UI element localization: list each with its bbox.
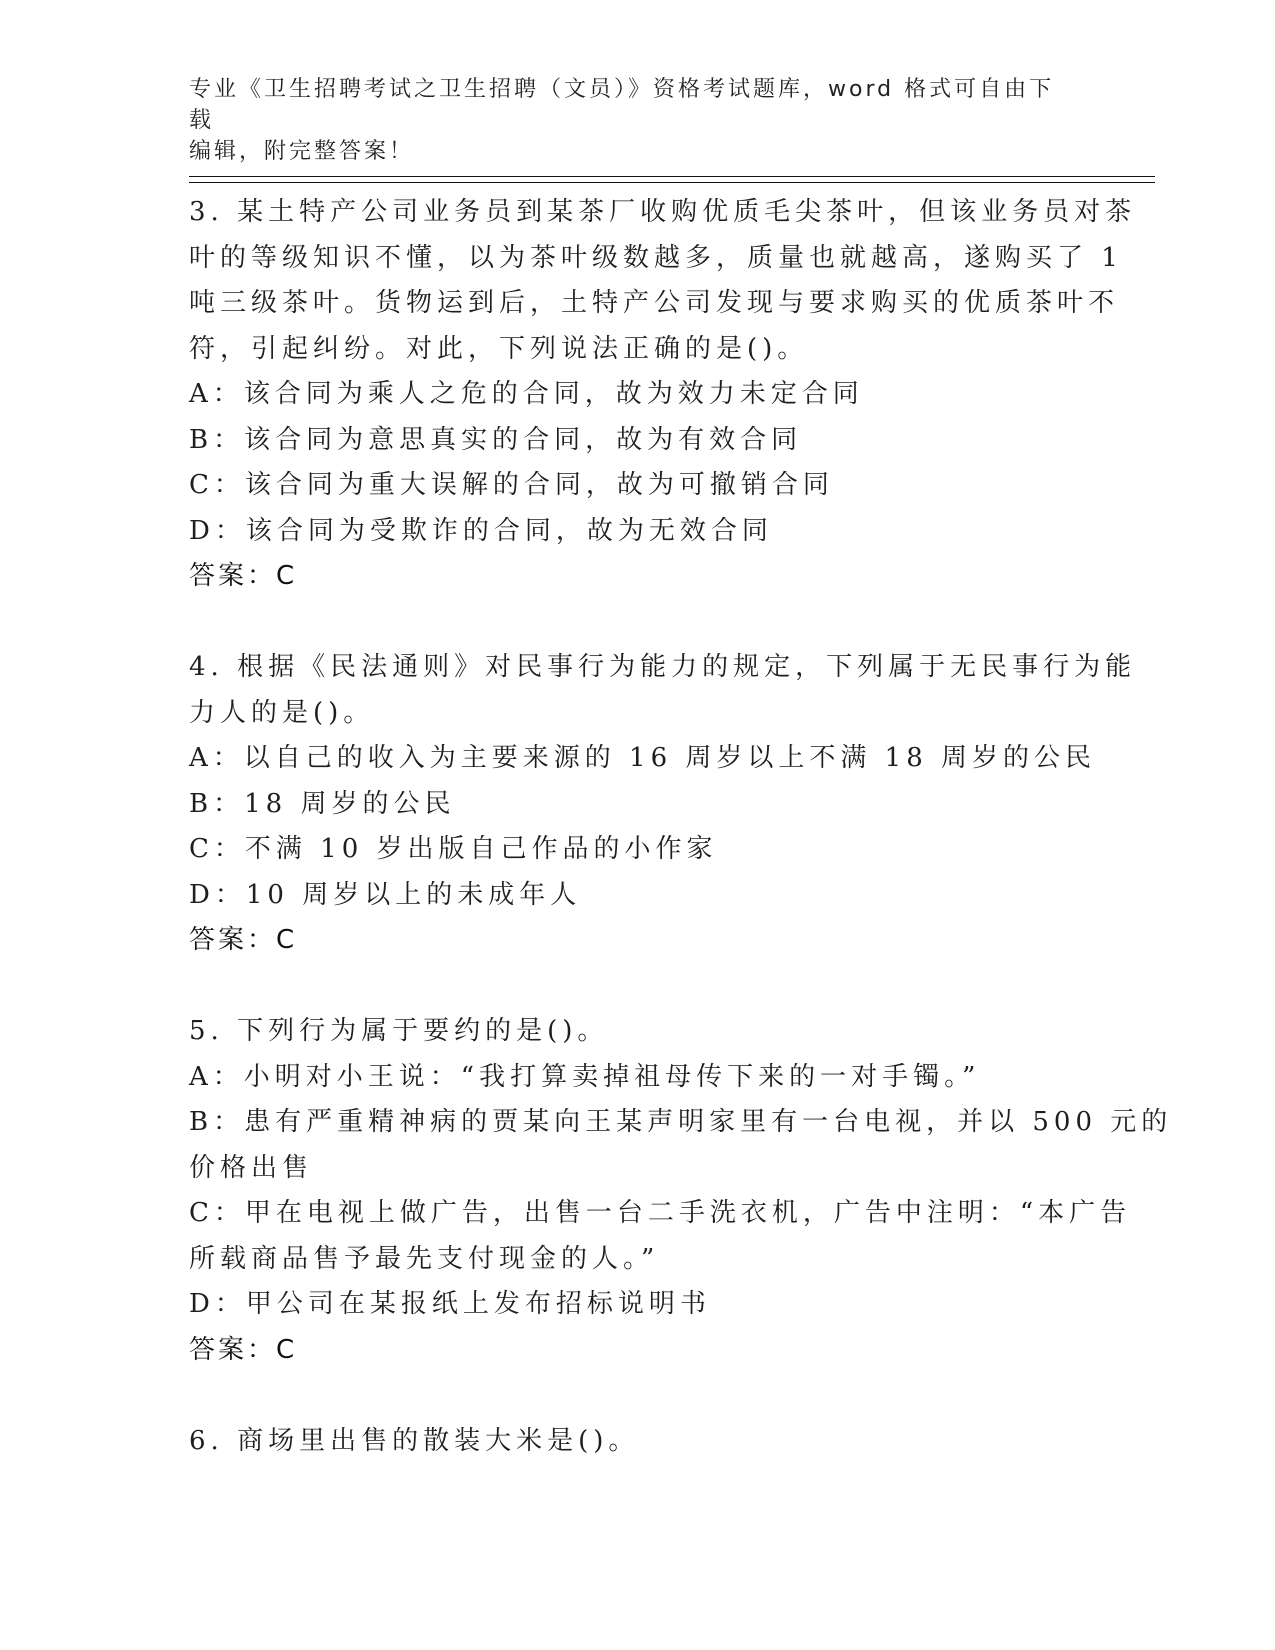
question-5-option-c-line-2: 所载商品售予最先支付现金的人。” [189, 1243, 660, 1274]
question-6 [189, 1419, 1089, 1465]
question-4-stem-line-1: 4. 根据《民法通则》对民事行为能力的规定，下列属于无民事行为能 [189, 652, 1137, 682]
question-3-option-c: C：该合同为重大误解的合同，故为可撤销合同 [189, 470, 834, 500]
question-3-stem-line-2: 叶的等级知识不懂，以为茶叶级数越多，质量也就越高，遂购买了 1 [189, 242, 1123, 273]
question-3-option-b: B：该合同为意思真实的合同，故为有效合同 [189, 424, 803, 455]
question-5 [189, 1009, 1173, 1373]
header-line-1: 专业《卫生招聘考试之卫生招聘（文员）》资格考试题库，word 格式可自由下载 [189, 77, 1055, 133]
question-3-option-a: A：该合同为乘人之危的合同，故为效力未定合同 [189, 379, 864, 409]
question-3-stem-line-3: 吨三级茶叶。货物运到后，土特产公司发现与要求购买的优质茶叶不 [189, 288, 1120, 318]
spacer [189, 600, 1089, 646]
spacer [189, 1373, 1089, 1419]
question-4-option-c: C：不满 10 岁出版自己作品的小作家 [189, 834, 718, 864]
question-4 [189, 645, 1137, 964]
question-5-stem-line-1: 5. 下列行为属于要约的是()。 [189, 1016, 609, 1046]
question-5-answer: 答案：C [189, 1334, 298, 1365]
question-4-option-d: D：10 周岁以上的未成年人 [189, 879, 582, 910]
question-3-stem-line-4: 符，引起纠纷。对此，下列说法正确的是()。 [189, 333, 809, 364]
question-4-answer: 答案：C [189, 925, 298, 955]
question-4-stem-line-2: 力人的是()。 [189, 697, 375, 728]
header-divider-top [189, 176, 1155, 177]
question-3 [189, 190, 1137, 600]
question-list [189, 190, 1173, 1464]
question-5-option-d: D：甲公司在某报纸上发布招标说明书 [189, 1289, 711, 1319]
question-6-stem-line-1: 6. 商场里出售的散装大米是()。 [189, 1425, 640, 1456]
question-5-option-c-line-1: C：甲在电视上做广告，出售一台二手洗衣机，广告中注明：“本广告 [189, 1198, 1132, 1228]
header-divider-bottom [189, 182, 1155, 183]
spacer [189, 964, 1089, 1010]
document-header [189, 74, 1069, 167]
question-3-stem-line-1: 3. 某土特产公司业务员到某茶厂收购优质毛尖茶叶，但该业务员对茶 [189, 197, 1137, 227]
question-4-option-b: B：18 周岁的公民 [189, 788, 456, 819]
question-5-option-a: A：小明对小王说：“我打算卖掉祖母传下来的一对手镯。” [189, 1061, 981, 1092]
question-5-option-b-line-2: 价格出售 [189, 1152, 314, 1183]
question-5-option-b-line-1: B：患有严重精神病的贾某向王某声明家里有一台电视，并以 500 元的 [189, 1107, 1173, 1137]
question-3-answer: 答案：C [189, 561, 298, 591]
question-3-option-d: D：该合同为受欺诈的合同，故为无效合同 [189, 515, 773, 546]
question-4-option-a: A：以自己的收入为主要来源的 16 周岁以上不满 18 周岁的公民 [189, 743, 1097, 773]
header-line-2: 编辑，附完整答案！ [189, 139, 415, 164]
